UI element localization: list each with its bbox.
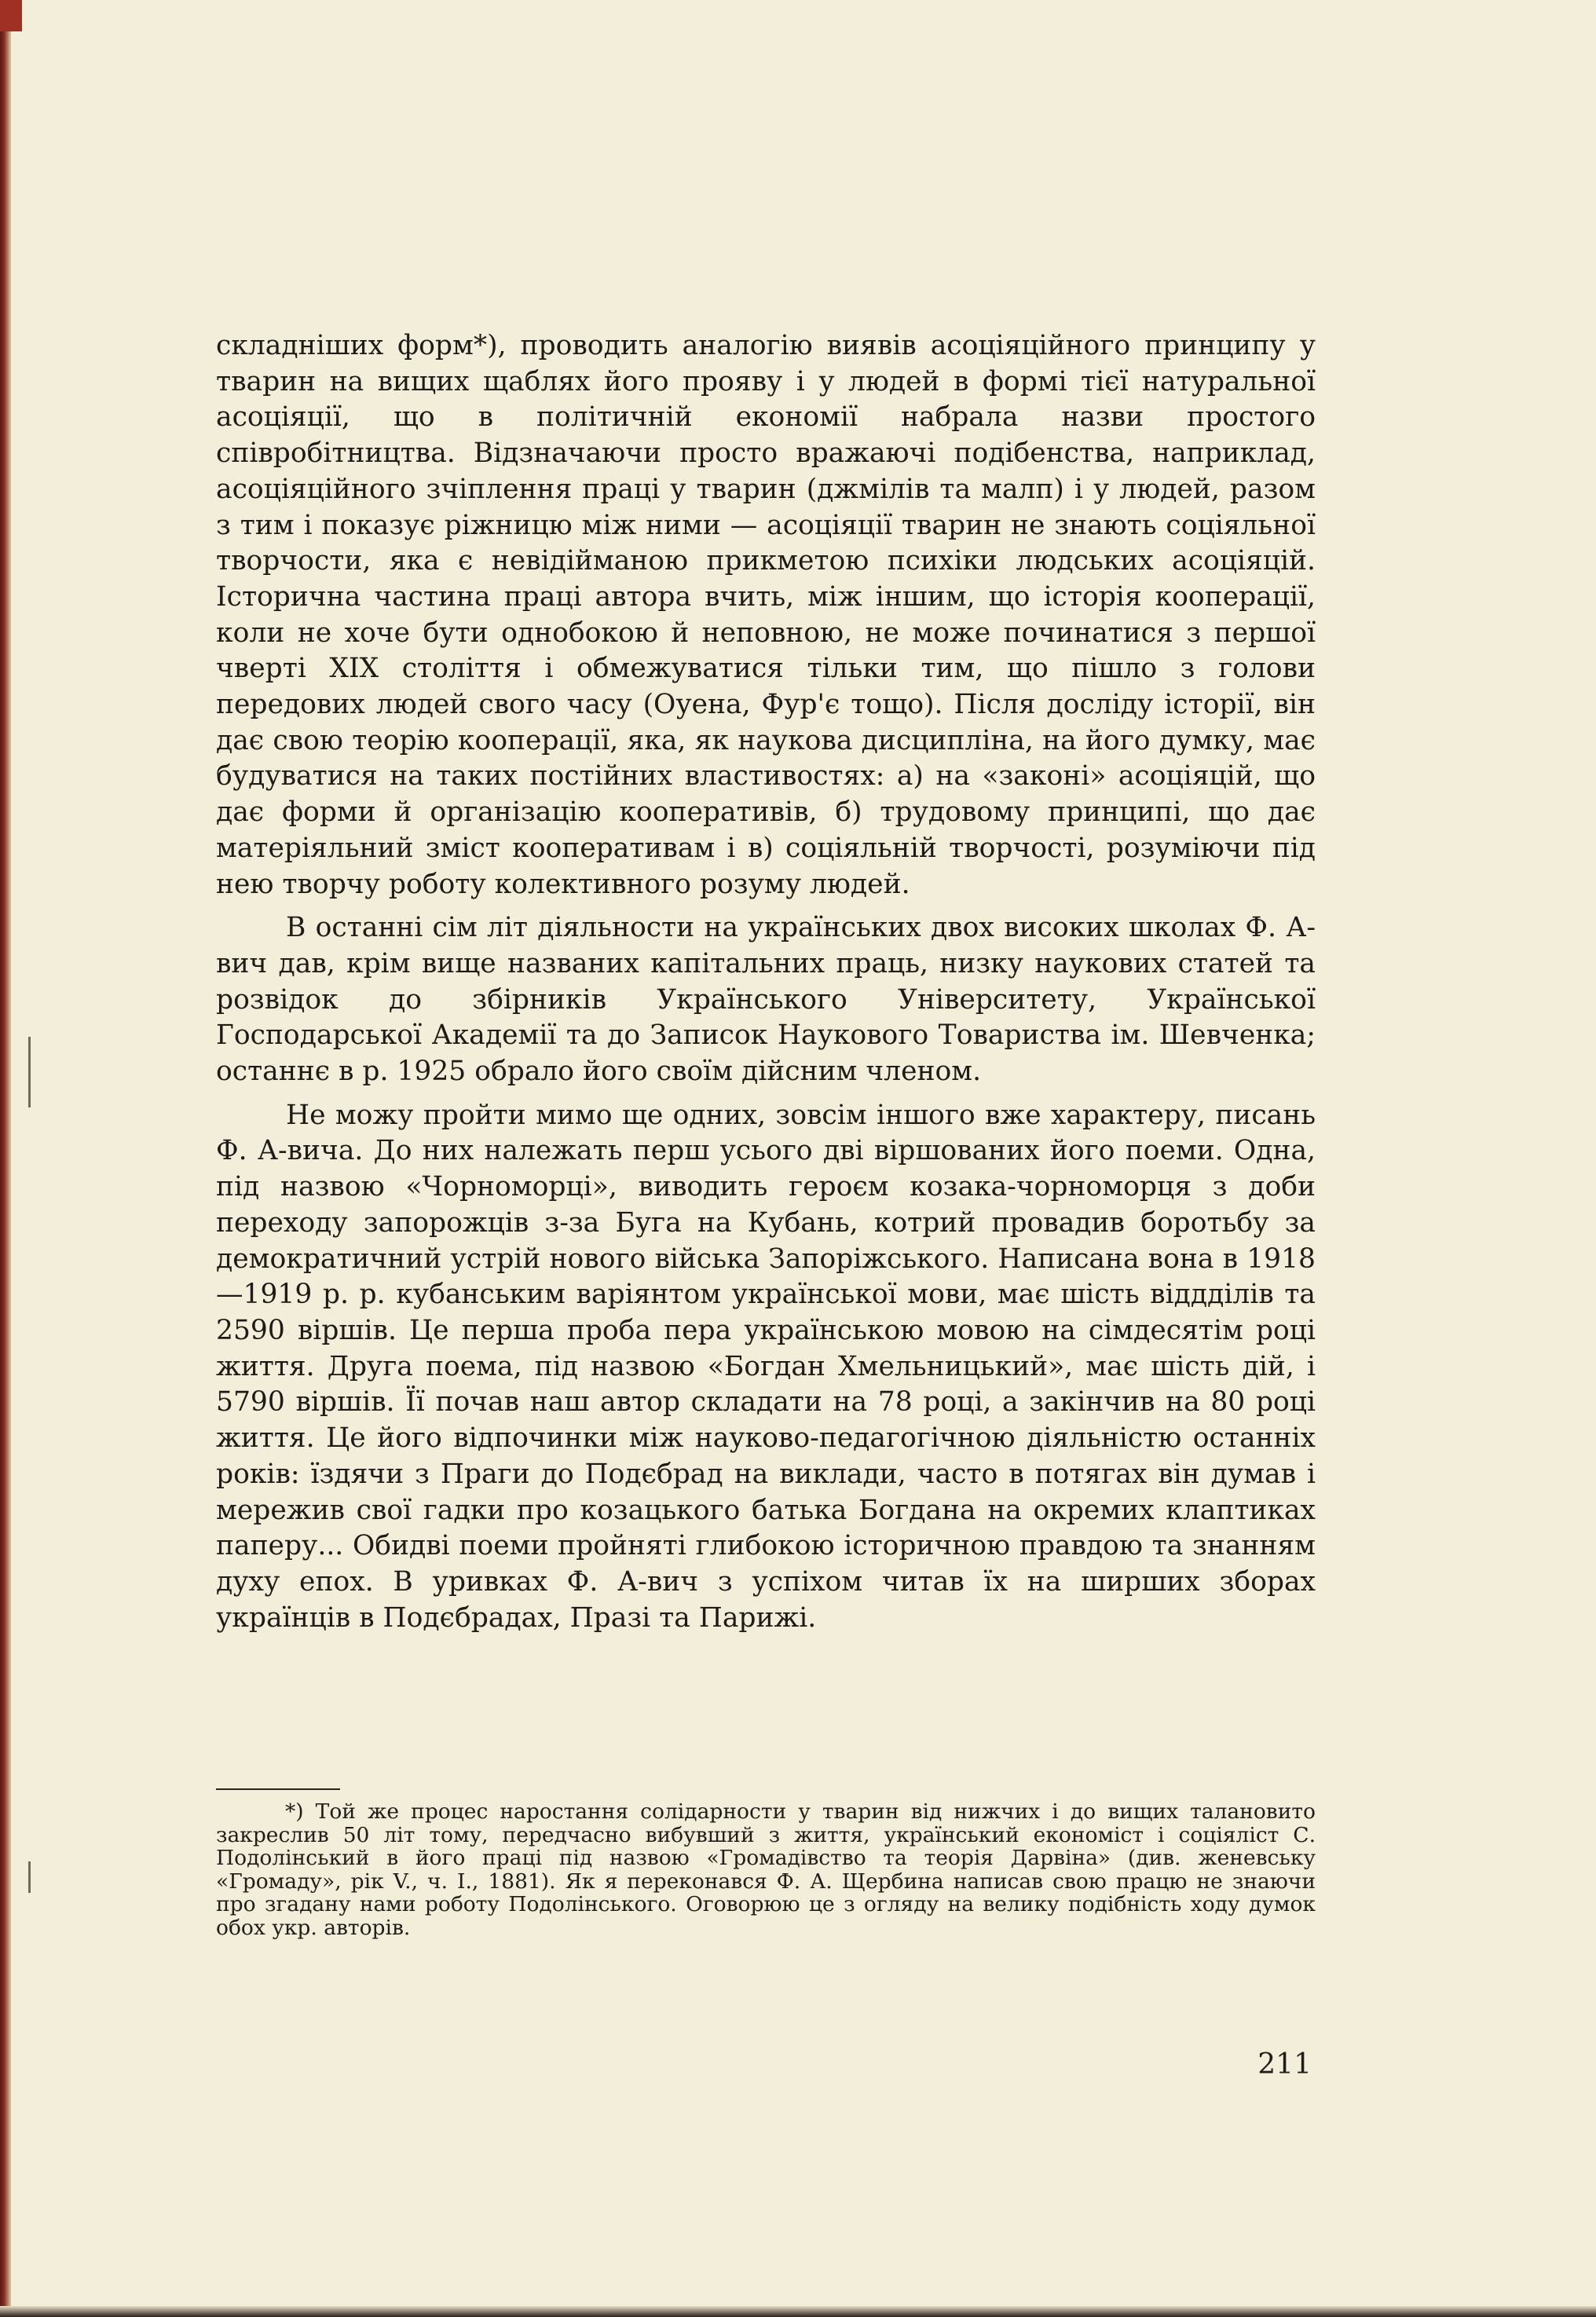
paragraph: складніших форм*), проводить аналогію виявів асоціяційного принципу у тварин на вищих щаблях його прояву і у людей в формі тієї натуральної асоціяції, що в політичній економії набрала назви простого співробітництва. Відзначаючи просто вражаючі подібенства, наприклад, асоціяційного зчіплення праці у тварин (джмілів та малп) і у людей, разом з тим і показує ріжницю між ними — асоціяції тварин не знають соціяльної творчости, яка є невідійманою прикметою психіки людських асоціяцій. Історична частина праці автора вчить, між іншим, що історія кооперації, коли не хоче бути однобокою й неповною, не може починатися з першої чверті XIX століття і обмежуватися тільки тим, що пішло з голови передових людей свого часу (Оуена, Фур'є тощо). Після досліду історії, він дає свою теорію кооперації, яка, як наукова дисципліна, на його думку, має будуватися на таких постійних властивостях: а) на «законі» асоціяцій, що дає форми й організацію кооперативів, б) трудовому принципі, що дає матеріяльний зміст кооперативам і в) соціяльній творчості, розуміючи під нею творчу роботу колективного розуму людей.	[216, 330, 1316, 900]
spine-corner-mark	[0, 0, 22, 31]
page-bottom-edge	[0, 2306, 1596, 2317]
main-text	[216, 328, 1316, 1636]
margin-mark	[28, 1037, 31, 1107]
footnote-rule	[216, 1788, 340, 1790]
book-spine-edge	[0, 0, 11, 2317]
page-number: 211	[1257, 2048, 1312, 2081]
margin-mark	[28, 1861, 31, 1893]
footnote: *) Той же процес наростання солідарности у тварин від нижчих і до вищих талановито закреслив 50 літ тому, передчасно вибувший з життя, український економіст і соціяліст С. Подолінський в його праці під назвою «Громадівство та теорія Дарвіна» (див. женевську «Громаду», рік V., ч. I., 1881). Як я переконався Ф. А. Щербина написав свою працю не знаючи про згадану нами роботу Подолінського. Оговорюю це з огляду на велику подібність ходу думок обох укр. авторів.	[216, 1799, 1316, 1940]
paragraph: В останні сім літ діяльности на українських двох високих школах Ф. А-вич дав, крім вище названих капітальних праць, низку наукових статей та розвідок до збірників Українського Університету, Української Господарської Академії та до Записок Наукового Товариства ім. Шевченка; останнє в р. 1925 обрало його своїм дійсним членом.	[216, 912, 1316, 1088]
paragraph: Не можу пройти мимо ще одних, зовсім іншого вже характеру, писань Ф. А-вича. До них належать перш усього дві віршованих його поеми. Одна, під назвою «Чорноморці», виводить героєм козака-чорноморця з доби переходу запорожців з-за Буга на Кубань, котрий провадив боротьбу за демократичний устрій нового війська Запоріжського. Написана вона в 1918—1919 р. р. кубанським варіянтом української мови, має шість віддділів та 2590 віршів. Це перша проба пера українською мовою на сімдесятім році життя. Друга поема, під назвою «Богдан Хмельницький», має шість дій, і 5790 віршів. Її почав наш автор складати на 78 році, а закінчив на 80 році життя. Це його відпочинки між науково-педагогічною діяльністю останніх років: їздячи з Праги до Подєбрад на виклади, часто в потягах він думав і мережив свої гадки про козацького батька Богдана на окремих клаптиках паперу... Обидві поеми пройняті глибокою історичною правдою та знанням духу епох. В уривках Ф. А-вич з успіхом читав їх на ширших зборах українців в Подєбрадах, Празі та Парижі.	[216, 1099, 1316, 1634]
